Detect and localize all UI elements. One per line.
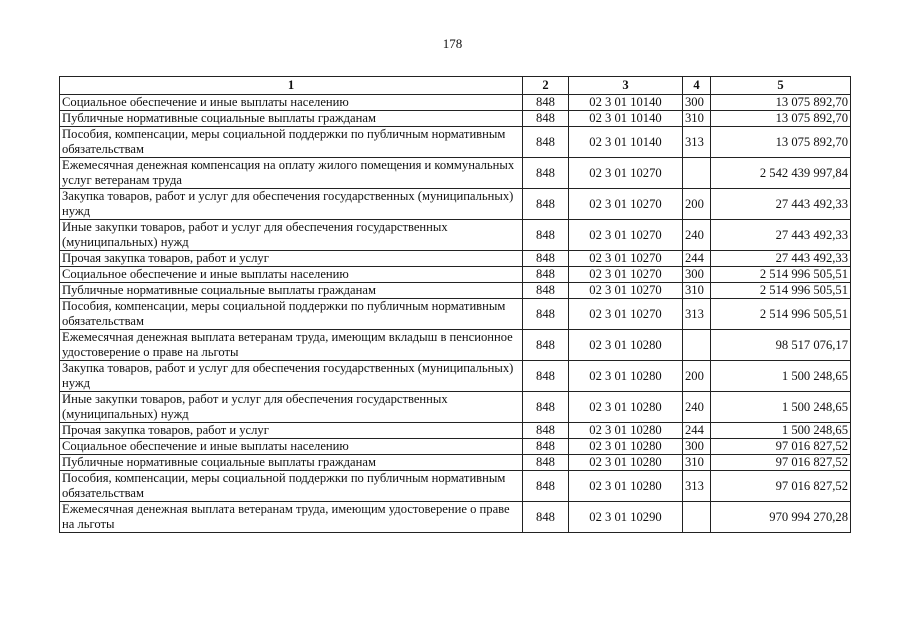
table-row xyxy=(60,95,851,111)
row-csr: 02 3 01 10280 xyxy=(569,330,683,361)
row-csr: 02 3 01 10140 xyxy=(569,95,683,111)
row-csr: 02 3 01 10270 xyxy=(569,299,683,330)
row-ved: 848 xyxy=(523,283,569,299)
row-ved: 848 xyxy=(523,267,569,283)
row-csr: 02 3 01 10270 xyxy=(569,251,683,267)
budget-table xyxy=(59,76,851,533)
row-name: Закупка товаров, работ и услуг для обеспечения государственных (муниципальных) нужд xyxy=(60,361,523,392)
row-kvr: 200 xyxy=(683,361,711,392)
row-name: Публичные нормативные социальные выплаты гражданам xyxy=(60,283,523,299)
row-kvr: 300 xyxy=(683,439,711,455)
row-ved: 848 xyxy=(523,455,569,471)
row-kvr: 240 xyxy=(683,392,711,423)
row-name: Социальное обеспечение и иные выплаты населению xyxy=(60,267,523,283)
row-kvr xyxy=(683,502,711,533)
row-ved: 848 xyxy=(523,502,569,533)
row-csr: 02 3 01 10280 xyxy=(569,361,683,392)
table-row xyxy=(60,299,851,330)
header-row xyxy=(60,77,851,95)
row-csr: 02 3 01 10270 xyxy=(569,158,683,189)
row-amount: 27 443 492,33 xyxy=(711,220,851,251)
row-ved: 848 xyxy=(523,158,569,189)
row-kvr: 310 xyxy=(683,455,711,471)
table-row xyxy=(60,111,851,127)
row-amount: 1 500 248,65 xyxy=(711,392,851,423)
row-csr: 02 3 01 10140 xyxy=(569,127,683,158)
row-name: Ежемесячная денежная выплата ветеранам труда, имеющим удостоверение о праве на льготы xyxy=(60,502,523,533)
row-kvr: 200 xyxy=(683,189,711,220)
row-ved: 848 xyxy=(523,330,569,361)
table-row xyxy=(60,455,851,471)
row-kvr: 300 xyxy=(683,95,711,111)
header-col-4: 4 xyxy=(683,77,711,95)
row-csr: 02 3 01 10280 xyxy=(569,423,683,439)
row-name: Пособия, компенсации, меры социальной поддержки по публичным нормативным обязательствам xyxy=(60,127,523,158)
row-amount: 2 542 439 997,84 xyxy=(711,158,851,189)
row-kvr: 310 xyxy=(683,111,711,127)
row-kvr: 313 xyxy=(683,127,711,158)
row-amount: 970 994 270,28 xyxy=(711,502,851,533)
row-csr: 02 3 01 10290 xyxy=(569,502,683,533)
table-row xyxy=(60,471,851,502)
row-csr: 02 3 01 10280 xyxy=(569,471,683,502)
table-row xyxy=(60,361,851,392)
row-csr: 02 3 01 10140 xyxy=(569,111,683,127)
row-ved: 848 xyxy=(523,471,569,502)
row-ved: 848 xyxy=(523,189,569,220)
row-csr: 02 3 01 10280 xyxy=(569,392,683,423)
row-ved: 848 xyxy=(523,439,569,455)
row-amount: 27 443 492,33 xyxy=(711,189,851,220)
row-amount: 98 517 076,17 xyxy=(711,330,851,361)
row-csr: 02 3 01 10270 xyxy=(569,267,683,283)
row-name: Ежемесячная денежная выплата ветеранам труда, имеющим вкладыш в пенсионное удостоверение о праве на льготы xyxy=(60,330,523,361)
row-amount: 97 016 827,52 xyxy=(711,439,851,455)
row-amount: 13 075 892,70 xyxy=(711,127,851,158)
row-kvr: 244 xyxy=(683,423,711,439)
header-col-5: 5 xyxy=(711,77,851,95)
row-ved: 848 xyxy=(523,299,569,330)
row-kvr: 310 xyxy=(683,283,711,299)
row-name: Прочая закупка товаров, работ и услуг xyxy=(60,251,523,267)
row-ved: 848 xyxy=(523,111,569,127)
header-col-2: 2 xyxy=(523,77,569,95)
row-amount: 1 500 248,65 xyxy=(711,423,851,439)
row-name: Пособия, компенсации, меры социальной поддержки по публичным нормативным обязательствам xyxy=(60,299,523,330)
page-number: 178 xyxy=(442,36,463,51)
row-kvr xyxy=(683,158,711,189)
header-col-3: 3 xyxy=(569,77,683,95)
row-kvr: 313 xyxy=(683,471,711,502)
table-row xyxy=(60,267,851,283)
row-ved: 848 xyxy=(523,361,569,392)
row-csr: 02 3 01 10270 xyxy=(569,220,683,251)
table-row xyxy=(60,189,851,220)
table-row xyxy=(60,158,851,189)
row-kvr: 313 xyxy=(683,299,711,330)
row-kvr: 300 xyxy=(683,267,711,283)
table-row xyxy=(60,251,851,267)
row-kvr: 244 xyxy=(683,251,711,267)
row-amount: 97 016 827,52 xyxy=(711,471,851,502)
row-amount: 27 443 492,33 xyxy=(711,251,851,267)
row-name: Социальное обеспечение и иные выплаты населению xyxy=(60,439,523,455)
row-ved: 848 xyxy=(523,251,569,267)
row-csr: 02 3 01 10270 xyxy=(569,189,683,220)
row-amount: 2 514 996 505,51 xyxy=(711,283,851,299)
row-csr: 02 3 01 10280 xyxy=(569,455,683,471)
row-ved: 848 xyxy=(523,392,569,423)
row-csr: 02 3 01 10270 xyxy=(569,283,683,299)
row-kvr xyxy=(683,330,711,361)
table-row xyxy=(60,220,851,251)
table-row xyxy=(60,502,851,533)
table-row xyxy=(60,439,851,455)
row-ved: 848 xyxy=(523,127,569,158)
row-amount: 2 514 996 505,51 xyxy=(711,267,851,283)
table-row xyxy=(60,392,851,423)
row-name: Публичные нормативные социальные выплаты гражданам xyxy=(60,455,523,471)
row-name: Иные закупки товаров, работ и услуг для обеспечения государственных (муниципальных) нужд xyxy=(60,220,523,251)
table-row xyxy=(60,330,851,361)
row-name: Публичные нормативные социальные выплаты гражданам xyxy=(60,111,523,127)
row-ved: 848 xyxy=(523,423,569,439)
header-col-1: 1 xyxy=(60,77,523,95)
row-name: Прочая закупка товаров, работ и услуг xyxy=(60,423,523,439)
row-ved: 848 xyxy=(523,220,569,251)
row-name: Закупка товаров, работ и услуг для обеспечения государственных (муниципальных) нужд xyxy=(60,189,523,220)
row-amount: 13 075 892,70 xyxy=(711,111,851,127)
table-row xyxy=(60,127,851,158)
row-kvr: 240 xyxy=(683,220,711,251)
table-row xyxy=(60,423,851,439)
table-row xyxy=(60,283,851,299)
row-name: Ежемесячная денежная компенсация на оплату жилого помещения и коммунальных услуг ветеранам труда xyxy=(60,158,523,189)
row-amount: 97 016 827,52 xyxy=(711,455,851,471)
row-name: Социальное обеспечение и иные выплаты населению xyxy=(60,95,523,111)
row-csr: 02 3 01 10280 xyxy=(569,439,683,455)
row-ved: 848 xyxy=(523,95,569,111)
row-amount: 2 514 996 505,51 xyxy=(711,299,851,330)
row-amount: 13 075 892,70 xyxy=(711,95,851,111)
row-name: Иные закупки товаров, работ и услуг для обеспечения государственных (муниципальных) нужд xyxy=(60,392,523,423)
row-name: Пособия, компенсации, меры социальной поддержки по публичным нормативным обязательствам xyxy=(60,471,523,502)
row-amount: 1 500 248,65 xyxy=(711,361,851,392)
